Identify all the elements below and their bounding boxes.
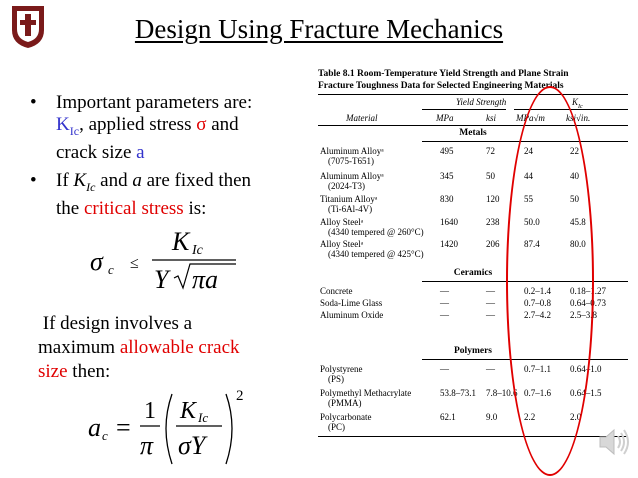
critical-crack-formula — [86, 384, 256, 474]
formula-k: K — [180, 398, 197, 424]
formula-pi: π — [140, 431, 154, 460]
bullet-list — [30, 92, 290, 226]
table-cell-ksi: 7.8–10.6 — [486, 388, 518, 398]
header-mpa-sqrt-m: MPa√m — [516, 113, 545, 123]
table-cell-mpa: — — [440, 286, 449, 296]
table-rule — [318, 125, 628, 126]
table-cell-ksi: — — [486, 298, 495, 308]
table-cell-ksi: 120 — [486, 194, 500, 204]
table-cell-material: Soda-Lime Glass — [320, 298, 383, 308]
table-cell-kic-mpa: 55 — [524, 194, 533, 204]
table-cell-mpa: 495 — [440, 146, 454, 156]
table-cell-kic-mpa: 0.7–1.6 — [524, 388, 551, 398]
table-cell-material-sub: (7075-T651) — [328, 156, 374, 166]
table-cell-kic-ksi: 0.64–0.73 — [570, 298, 606, 308]
table-cell-material-sub: (PMMA) — [328, 398, 362, 408]
table-cell-material: Polycarbonate — [320, 412, 372, 422]
slide-title: Design Using Fracture Mechanics — [134, 14, 504, 44]
table-cell-material: Titanium Alloyᵃ — [320, 194, 378, 204]
table-cell-kic-mpa: 0.7–1.1 — [524, 364, 551, 374]
bullet-text-line: crack size a — [56, 141, 145, 163]
table-rule — [318, 436, 628, 437]
formula-k: K — [172, 227, 190, 256]
formula-y: Y — [154, 265, 169, 294]
table-cell-mpa: — — [440, 298, 449, 308]
table-cell-kic-mpa: 87.4 — [524, 239, 540, 249]
para-line: If design involves a — [42, 313, 193, 334]
bullet-text-line: the critical stress is: — [56, 197, 207, 219]
formula-leq: ≤ — [130, 255, 139, 272]
para-line: size then: — [38, 361, 111, 382]
table-cell-material-sub: (2024-T3) — [328, 181, 365, 191]
formula-a: a — [88, 413, 101, 442]
table-cell-ksi: 50 — [486, 171, 495, 181]
table-section-polymers: Polymers — [454, 346, 492, 356]
bullet-text-line: If $K_{Ic}$ and a are fixed then — [56, 169, 252, 194]
table-cell-kic-ksi: 0.64–1.5 — [570, 388, 602, 398]
critical-stress-highlight: critical stress — [83, 197, 184, 219]
table-cell-ksi: 9.0 — [486, 412, 498, 422]
table-cell-kic-mpa: 0.2–1.4 — [524, 286, 551, 296]
formula-sigma-sub: c — [108, 262, 114, 277]
table-cell-kic-ksi: 40 — [570, 171, 579, 181]
sigma-symbol: σ — [196, 114, 207, 135]
table-cell-mpa: 62.1 — [440, 412, 456, 422]
table-cell-material: Concrete — [320, 286, 353, 296]
header-mpa: MPa — [436, 113, 454, 123]
table-cell-kic-ksi: 2.0 — [570, 412, 582, 422]
left-paren — [166, 394, 172, 464]
table-cell-material: Aluminum Alloyᵃ — [320, 171, 384, 181]
allowable-crack-highlight: allowable crack — [119, 337, 240, 358]
header-ksi: ksi — [486, 113, 496, 123]
table-cell-mpa: — — [440, 364, 449, 374]
formula-pi-a: πa — [192, 265, 219, 294]
table-caption: Table 8.1 Room-Temperature Yield Strength and Plane Strain Fracture Toughness Data for Selected Engineering Materials — [318, 69, 569, 91]
table-cell-material-sub: (4340 tempered @ 425°C) — [328, 249, 424, 259]
table-cell-ksi: 206 — [486, 239, 500, 249]
table-cell-kic-mpa: 50.0 — [524, 217, 540, 227]
formula-k-sub: Ic — [192, 243, 203, 258]
table-cell-material-sub: (Ti-6Al-4V) — [328, 204, 373, 214]
table-cell-mpa: — — [440, 310, 449, 320]
header-kic: $K_{Ic}$ — [572, 97, 583, 110]
k-ic-symbol: $K_{Ic}$ — [73, 169, 96, 194]
table-cell-kic-ksi: 45.8 — [570, 217, 586, 227]
table-cell-kic-mpa: 2.7–4.2 — [524, 310, 551, 320]
bullet-text-line: $K_{Ic}$, applied stress σ and — [56, 114, 239, 138]
table-rule — [318, 94, 628, 95]
table-cell-material: Alloy Steelᵃ — [320, 217, 364, 227]
table-cell-kic-ksi: 22 — [570, 146, 579, 156]
formula-k-sub: Ic — [198, 410, 209, 425]
table-cell-ksi: 72 — [486, 146, 495, 156]
table-cell-material: Aluminum Oxide — [320, 310, 384, 320]
header-ksi-sqrt-in: ksi√in. — [566, 113, 591, 123]
bullet-dot: • — [30, 169, 37, 191]
kic-column-highlight-oval — [506, 86, 594, 476]
table-cell-ksi: — — [486, 286, 495, 296]
table-cell-kic-ksi: 80.0 — [570, 239, 586, 249]
crack-size-symbol: a — [132, 169, 142, 191]
table-cell-mpa: 53.8–73.1 — [440, 388, 476, 398]
table-cell-material: Polymethyl Methacrylate — [320, 388, 412, 398]
table-cell-material-sub: (PC) — [328, 422, 346, 432]
table-cell-material: Polystyrene — [320, 364, 363, 374]
header-yield-strength: Yield Strength — [456, 97, 507, 107]
table-cell-kic-mpa: 44 — [524, 171, 533, 181]
table-cell-mpa: 1640 — [440, 217, 458, 227]
para-line: maximum allowable crack — [38, 337, 240, 358]
formula-equals: = — [116, 413, 131, 442]
table-cell-material-sub: (PS) — [328, 374, 345, 384]
table-cell-kic-ksi: 0.18–1.27 — [570, 286, 606, 296]
bullet-item — [30, 92, 290, 164]
header-material: Material — [346, 113, 378, 123]
table-cell-material: Aluminum Alloyᵃ — [320, 146, 384, 156]
crack-size-symbol: a — [136, 141, 145, 163]
critical-stress-formula — [86, 224, 246, 294]
table-cell-kic-ksi: 50 — [570, 194, 579, 204]
right-paren — [226, 394, 232, 464]
bullet-text: Important parameters are: — [56, 92, 253, 113]
bullet-dot: • — [30, 92, 37, 113]
table-rule — [422, 109, 506, 110]
formula-exponent: 2 — [236, 388, 244, 404]
table-cell-kic-mpa: 2.2 — [524, 412, 536, 422]
allowable-crack-paragraph — [38, 312, 288, 384]
table-section-metals: Metals — [459, 128, 487, 138]
table-cell-ksi: — — [486, 310, 495, 320]
table-cell-ksi: — — [486, 364, 495, 374]
formula-one: 1 — [144, 398, 156, 424]
bullet-item — [30, 170, 290, 220]
k-ic-symbol: $K_{Ic}$ — [56, 114, 80, 138]
table-cell-ksi: 238 — [486, 217, 500, 227]
table-cell-material-sub: (4340 tempered @ 260°C) — [328, 227, 424, 237]
table-cell-kic-ksi: 2.5–3.8 — [570, 310, 597, 320]
table-cell-kic-mpa: 0.7–0.8 — [524, 298, 551, 308]
speaker-icon[interactable] — [596, 424, 632, 460]
table-cell-mpa: 830 — [440, 194, 454, 204]
table-cell-kic-ksi: 0.64–1.0 — [570, 364, 602, 374]
formula-a-sub: c — [102, 428, 108, 443]
formula-sigma-y: σY — [178, 431, 206, 460]
table-cell-mpa: 345 — [440, 171, 454, 181]
table-cell-kic-mpa: 24 — [524, 146, 533, 156]
formula-sigma: σ — [90, 247, 103, 276]
table-section-ceramics: Ceramics — [453, 268, 493, 278]
table-cell-material: Alloy Steelᵃ — [320, 239, 364, 249]
table-cell-mpa: 1420 — [440, 239, 458, 249]
